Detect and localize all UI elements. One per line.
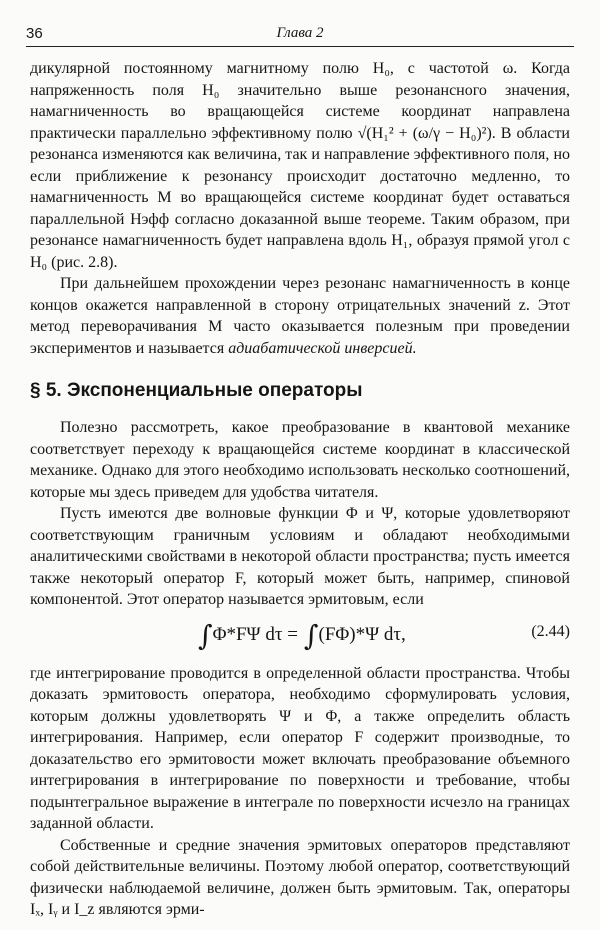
integral-sign: ∫ <box>198 618 213 652</box>
page-body <box>30 58 570 921</box>
equation-expression <box>198 619 406 652</box>
equation-left: Φ*FΨ dτ = <box>212 623 298 645</box>
equation-number: (2.44) <box>531 622 570 640</box>
paragraph-text: При дальнейшем прохождении через резонанс намагниченность в конце концов окажется направленной в сторону отрицательных значений z. Этот метод переворачивания M часто оказывается полезным при проведении экспериментов и называется <box>30 275 570 357</box>
section-heading: § 5. Экспоненциальные операторы <box>30 380 363 401</box>
term-adiabatic-inversion: адиабатической инверсией. <box>228 339 417 357</box>
equation-2-44 <box>30 615 570 659</box>
paragraph-continued: дикулярной постоянному магнитному полю H₀, с частотой ω. Когда напряженность поля H₀ значительно выше резонансного значения, намагниченность во вращающейся системе координат направлена практически параллельно эффективному полю √(H₁² + (ω/γ − H₀)²). В области резонанса изменяются как величина, так и направление эффективного поля, но если приближение к резонансу происходит достаточно медленно, то намагниченность M во вращающейся системе координат будет оставаться параллельной Hэфф согласно доказанной выше теореме. Таким образом, при резонансе намагниченность будет направлена вдоль H₁, образуя прямой угол с H₀ (рис. 2.8). <box>30 60 570 271</box>
integral-sign: ∫ <box>303 618 319 652</box>
paragraph-intro: Полезно рассмотреть, какое преобразование в квантовой механике соответствует переходу к вращающейся системе координат в классической механике. Однако для этого необходимо использовать несколько соотношений, которые мы здесь приведем для удобства читателя. <box>30 419 570 501</box>
paragraph-integration-region: где интегрирование проводится в определенной области пространства. Чтобы доказать эрмитовость оператора, необходимо сформулировать условия, которым должны удовлетворять Ψ и Φ, а также определить область интегрирования. Например, если оператор F содержит производные, то доказательство его эрмитовости может включать преобразование объемного интегрирования в интегрирование по поверхности и требование, чтобы подынтегральное выражение в интеграле по поверхности исчезло на границах заданной области. <box>30 664 570 832</box>
page-header <box>26 22 574 47</box>
paragraph-wavefunctions: Пусть имеются две волновые функции Φ и Ψ, которые удовлетворяют соответствующим граничным условиям и обладают необходимыми аналитическими свойствами в некоторой области пространства; пусть имеется также некоторый оператор F, который может быть, например, спиновой компонентой. Этот оператор называется эрмитовым, если <box>30 505 570 608</box>
chapter-title: Глава 2 <box>276 25 324 41</box>
equation-right: (FΦ)*Ψ dτ, <box>318 623 406 645</box>
paragraph-adiabatic-inversion <box>30 273 570 359</box>
page-number: 36 <box>26 25 43 42</box>
paragraph-eigenvalues: Собственные и средние значения эрмитовых операторов представляют собой действительные величины. Поэтому любой оператор, соответствующий физически наблюдаемой величине, должен быть эрмитовым. Так, операторы Iₓ, Iᵧ и I_z являются эрми- <box>30 836 570 918</box>
